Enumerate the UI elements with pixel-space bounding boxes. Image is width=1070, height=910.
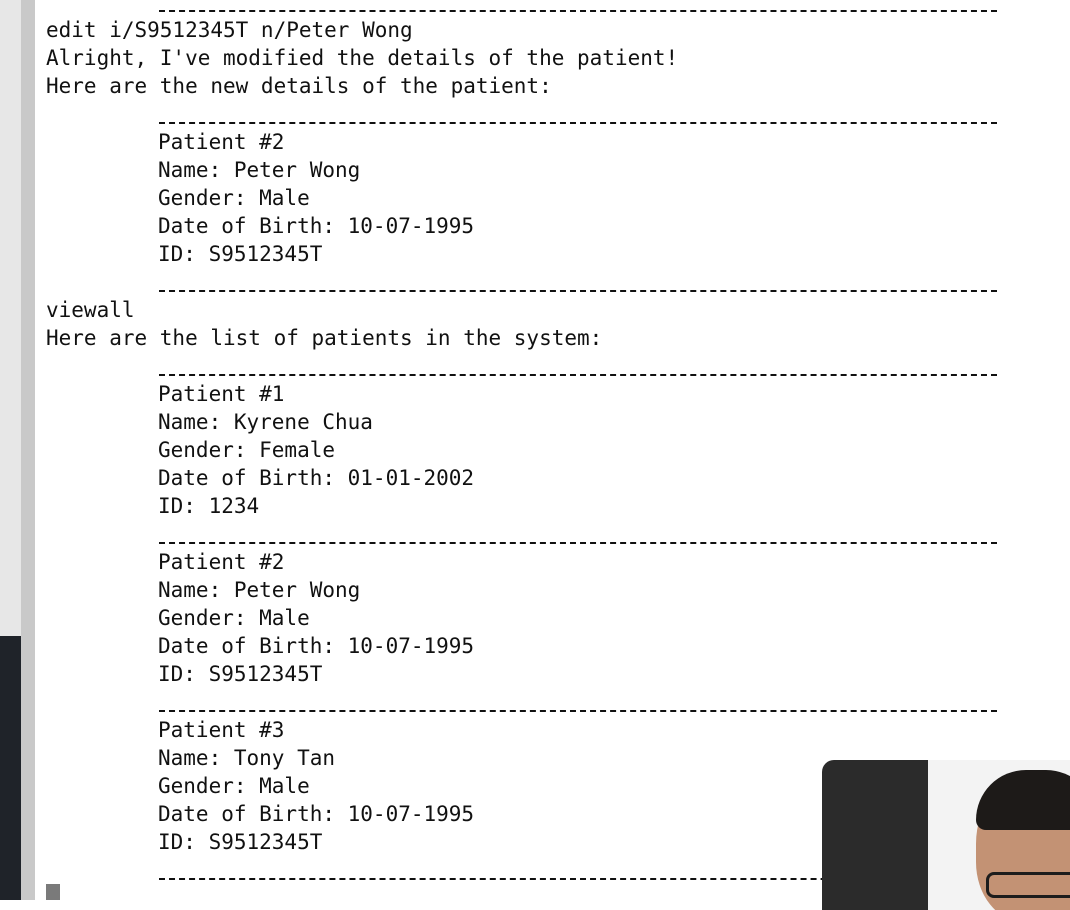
patient-dob: Date of Birth: 01-01-2002 <box>158 466 475 490</box>
output-line: Here are the list of patients in the system: <box>46 326 603 350</box>
video-call-overlay[interactable] <box>822 760 1070 910</box>
patient-number: Patient #1 <box>158 382 285 406</box>
separator-line <box>159 542 997 544</box>
video-frame <box>928 760 1070 910</box>
patient-name: Name: Kyrene Chua <box>158 410 373 434</box>
window-left-border <box>21 0 35 900</box>
background-dark-window <box>0 636 21 900</box>
patient-dob: Date of Birth: 10-07-1995 <box>158 634 475 658</box>
separator-line <box>159 122 997 124</box>
patient-name: Name: Peter Wong <box>158 578 361 602</box>
patient-id: ID: S9512345T <box>158 662 323 686</box>
patient-number: Patient #2 <box>158 550 285 574</box>
patient-gender: Gender: Male <box>158 606 310 630</box>
command-line: viewall <box>46 298 135 322</box>
command-line: edit i/S9512345T n/Peter Wong <box>46 18 413 42</box>
text-cursor[interactable] <box>46 884 60 900</box>
patient-name: Name: Tony Tan <box>158 746 336 770</box>
patient-dob: Date of Birth: 10-07-1995 <box>158 214 475 238</box>
person-hair <box>976 770 1070 830</box>
output-line: Alright, I've modified the details of the patient! <box>46 46 679 70</box>
patient-gender: Gender: Male <box>158 774 310 798</box>
separator-line <box>159 290 997 292</box>
glasses-icon <box>986 872 1070 898</box>
patient-name: Name: Peter Wong <box>158 158 361 182</box>
patient-gender: Gender: Male <box>158 186 310 210</box>
patient-id: ID: 1234 <box>158 494 260 518</box>
patient-gender: Gender: Female <box>158 438 336 462</box>
patient-number: Patient #2 <box>158 130 285 154</box>
patient-id: ID: S9512345T <box>158 242 323 266</box>
patient-id: ID: S9512345T <box>158 830 323 854</box>
separator-line <box>159 374 997 376</box>
patient-dob: Date of Birth: 10-07-1995 <box>158 802 475 826</box>
separator-line <box>159 10 997 12</box>
patient-number: Patient #3 <box>158 718 285 742</box>
separator-line <box>159 710 997 712</box>
output-line: Here are the new details of the patient: <box>46 74 552 98</box>
